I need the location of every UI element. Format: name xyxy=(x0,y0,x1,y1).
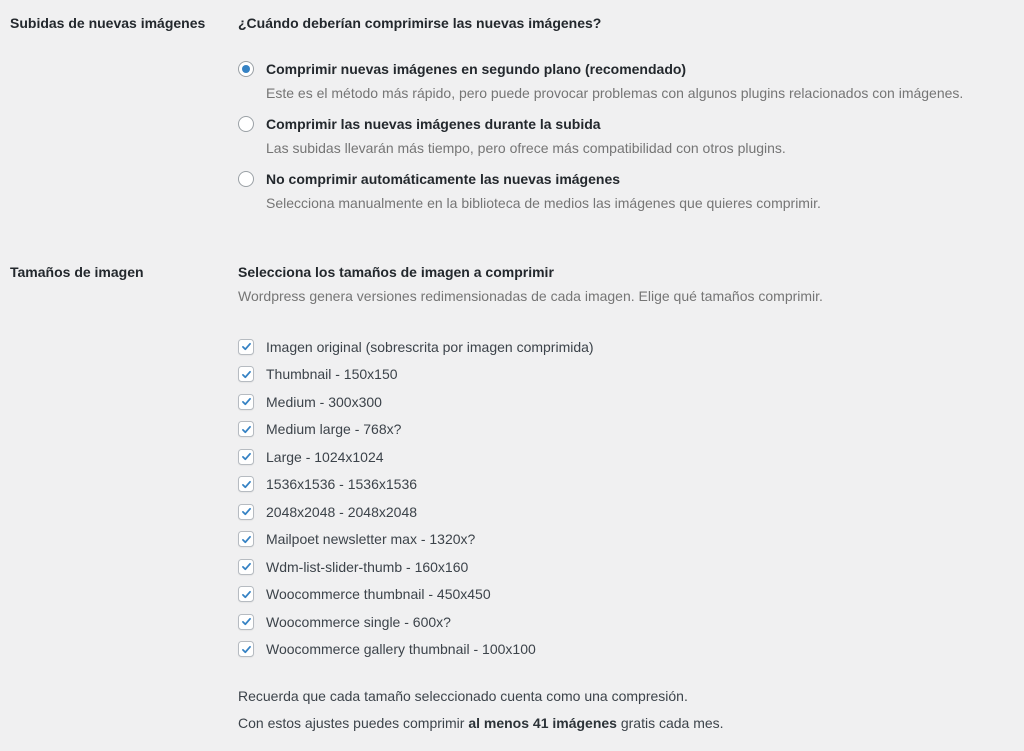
size-label[interactable]: Woocommerce gallery thumbnail - 100x100 xyxy=(266,641,536,658)
size-row-2048[interactable] xyxy=(238,498,1014,526)
size-label[interactable]: Medium - 300x300 xyxy=(266,393,382,410)
section-uploads-label-column xyxy=(10,14,238,33)
section-sizes-label-column xyxy=(10,263,238,282)
checkbox[interactable] xyxy=(238,559,254,575)
check-icon xyxy=(241,644,252,655)
radio-button[interactable] xyxy=(238,61,254,77)
size-row-wdm-list-slider-thumb[interactable] xyxy=(238,553,1014,581)
radio-option-row[interactable] xyxy=(238,170,1014,188)
checkbox[interactable] xyxy=(238,421,254,437)
check-icon xyxy=(241,506,252,517)
image-size-checkbox-list xyxy=(238,333,1014,663)
size-row-woocommerce-thumbnail[interactable] xyxy=(238,581,1014,609)
size-label[interactable]: Woocommerce single - 600x? xyxy=(266,613,451,630)
checkbox[interactable] xyxy=(238,586,254,602)
radio-option-row[interactable] xyxy=(238,60,1014,78)
size-label[interactable]: Woocommerce thumbnail - 450x450 xyxy=(266,586,491,603)
section-sizes-content xyxy=(238,263,1014,737)
check-icon xyxy=(241,451,252,462)
check-icon xyxy=(241,369,252,380)
note-line-2 xyxy=(238,710,1014,737)
size-label[interactable]: Large - 1024x1024 xyxy=(266,448,384,465)
size-label[interactable]: Thumbnail - 150x150 xyxy=(266,366,398,383)
uploads-question: ¿Cuándo deberían comprimirse las nuevas imágenes? xyxy=(238,15,602,31)
section-uploads xyxy=(10,14,1014,212)
compression-notes xyxy=(238,683,1014,737)
size-row-1536[interactable] xyxy=(238,471,1014,499)
radio-option-description: Selecciona manualmente en la biblioteca de medios las imágenes que quieres comprimir. xyxy=(266,195,821,211)
check-icon xyxy=(241,424,252,435)
radio-dot xyxy=(242,65,250,73)
note-line-2-suffix: gratis cada mes. xyxy=(616,715,724,731)
check-icon xyxy=(241,341,252,352)
radio-option-label[interactable]: Comprimir nuevas imágenes en segundo plano (recomendado) xyxy=(266,61,687,77)
size-row-medium[interactable] xyxy=(238,388,1014,416)
radio-option-compress-on-upload xyxy=(238,115,1014,157)
size-row-thumbnail[interactable] xyxy=(238,361,1014,389)
size-row-medium-large[interactable] xyxy=(238,416,1014,444)
check-icon xyxy=(241,561,252,572)
radio-option-label[interactable]: No comprimir automáticamente las nuevas imágenes xyxy=(266,171,621,187)
section-uploads-title: Subidas de nuevas imágenes xyxy=(10,15,206,31)
checkbox[interactable] xyxy=(238,449,254,465)
size-row-large[interactable] xyxy=(238,443,1014,471)
size-row-woocommerce-gallery-thumbnail[interactable] xyxy=(238,636,1014,664)
check-icon xyxy=(241,534,252,545)
section-image-sizes xyxy=(10,263,1014,737)
size-label[interactable]: Imagen original (sobrescrita por imagen comprimida) xyxy=(266,338,594,355)
radio-option-background-compression xyxy=(238,60,1014,102)
size-label[interactable]: Medium large - 768x? xyxy=(266,421,402,438)
upload-mode-radio-group xyxy=(238,60,1014,212)
size-row-woocommerce-single[interactable] xyxy=(238,608,1014,636)
radio-option-description: Las subidas llevarán más tiempo, pero ofrece más compatibilidad con otros plugins. xyxy=(266,140,786,156)
note-line-2-prefix: Con estos ajustes puedes comprimir xyxy=(238,715,469,731)
section-sizes-title: Tamaños de imagen xyxy=(10,264,144,280)
radio-option-row[interactable] xyxy=(238,115,1014,133)
radio-option-no-auto-compression xyxy=(238,170,1014,212)
sizes-heading: Selecciona los tamaños de imagen a comprimir xyxy=(238,264,554,280)
checkbox[interactable] xyxy=(238,339,254,355)
checkbox[interactable] xyxy=(238,531,254,547)
check-icon xyxy=(241,396,252,407)
size-label[interactable]: 2048x2048 - 2048x2048 xyxy=(266,503,418,520)
radio-button[interactable] xyxy=(238,171,254,187)
radio-option-label[interactable]: Comprimir las nuevas imágenes durante la subida xyxy=(266,116,601,132)
checkbox[interactable] xyxy=(238,394,254,410)
section-uploads-content xyxy=(238,14,1014,212)
radio-option-description: Este es el método más rápido, pero puede provocar problemas con algunos plugins relacionados con imágenes. xyxy=(266,85,964,101)
size-label[interactable]: Wdm-list-slider-thumb - 160x160 xyxy=(266,558,469,575)
checkbox[interactable] xyxy=(238,641,254,657)
note-line-2-bold: al menos 41 imágenes xyxy=(468,715,617,731)
check-icon xyxy=(241,479,252,490)
checkbox[interactable] xyxy=(238,366,254,382)
sizes-description: Wordpress genera versiones redimensionadas de cada imagen. Elige qué tamaños comprimir. xyxy=(238,288,823,304)
checkbox[interactable] xyxy=(238,504,254,520)
size-label[interactable]: 1536x1536 - 1536x1536 xyxy=(266,476,418,493)
radio-button[interactable] xyxy=(238,116,254,132)
check-icon xyxy=(241,589,252,600)
note-line-1: Recuerda que cada tamaño seleccionado cuenta como una compresión. xyxy=(238,688,688,704)
checkbox[interactable] xyxy=(238,476,254,492)
size-row-original[interactable] xyxy=(238,333,1014,361)
check-icon xyxy=(241,616,252,627)
size-row-mailpoet[interactable] xyxy=(238,526,1014,554)
checkbox[interactable] xyxy=(238,614,254,630)
size-label[interactable]: Mailpoet newsletter max - 1320x? xyxy=(266,531,476,548)
